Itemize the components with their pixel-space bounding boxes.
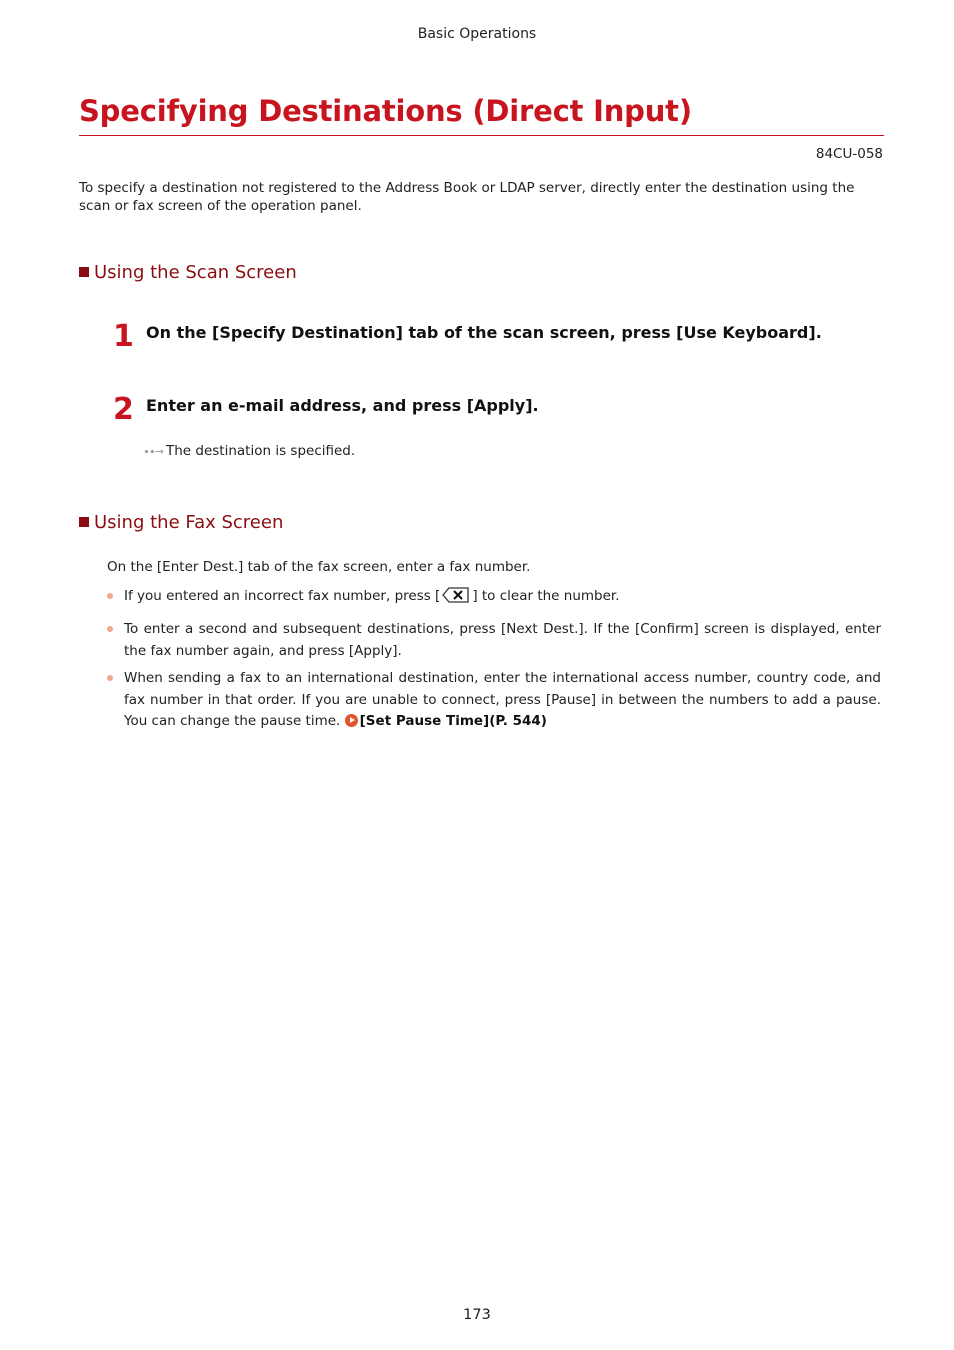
- bullet-text: ] to clear the number.: [472, 588, 620, 604]
- document-id: 84CU-058: [815, 146, 883, 162]
- square-bullet-icon: [79, 517, 89, 527]
- section-heading-label: Using the Scan Screen: [94, 262, 297, 283]
- link-arrow-icon[interactable]: [345, 714, 358, 727]
- bullet-text: When sending a fax to an international destination, enter the international access number, country code, and fax number in that order. If you are unable to connect, press [Pause] in between the numbers to add a pause. You can change the pause time.: [124, 670, 881, 729]
- step-result: [143, 443, 355, 459]
- step-text: On the [Specify Destination] tab of the scan screen, press [Use Keyboard].: [146, 323, 822, 342]
- list-item: [107, 668, 881, 733]
- section-heading-scan: [79, 262, 297, 283]
- list-item: [107, 619, 881, 662]
- step-text: Enter an e-mail address, and press [Apply].: [146, 396, 539, 415]
- title-divider: [79, 135, 884, 136]
- page-title: Specifying Destinations (Direct Input): [79, 94, 692, 128]
- section-heading-fax: [79, 512, 283, 533]
- result-text: The destination is specified.: [166, 443, 356, 459]
- bullet-text: To enter a second and subsequent destinations, press [Next Dest.]. If the [Confirm] screen is displayed, enter the fax number again, and press [Apply].: [124, 621, 881, 659]
- bullet-dot-icon: [107, 593, 113, 599]
- bullet-dot-icon: [107, 626, 113, 632]
- bullet-dot-icon: [107, 675, 113, 681]
- bullet-text: If you entered an incorrect fax number, press [: [124, 588, 441, 604]
- cross-reference-link[interactable]: [Set Pause Time](P. 544): [359, 713, 547, 729]
- square-bullet-icon: [79, 267, 89, 277]
- step-number: 1: [113, 319, 134, 354]
- clear-key-icon: [442, 586, 470, 612]
- list-item: [107, 586, 881, 612]
- fax-lead-text: On the [Enter Dest.] tab of the fax screen, enter a fax number.: [107, 559, 531, 575]
- running-header: Basic Operations: [417, 26, 537, 42]
- step-number: 2: [113, 392, 134, 427]
- intro-paragraph: To specify a destination not registered to the Address Book or LDAP server, directly enter the destination using the scan or fax screen of the operation panel.: [79, 180, 855, 214]
- section-heading-label: Using the Fax Screen: [94, 512, 284, 533]
- page-number: 173: [463, 1307, 491, 1323]
- result-arrow-icon: ∙∙→: [143, 445, 163, 458]
